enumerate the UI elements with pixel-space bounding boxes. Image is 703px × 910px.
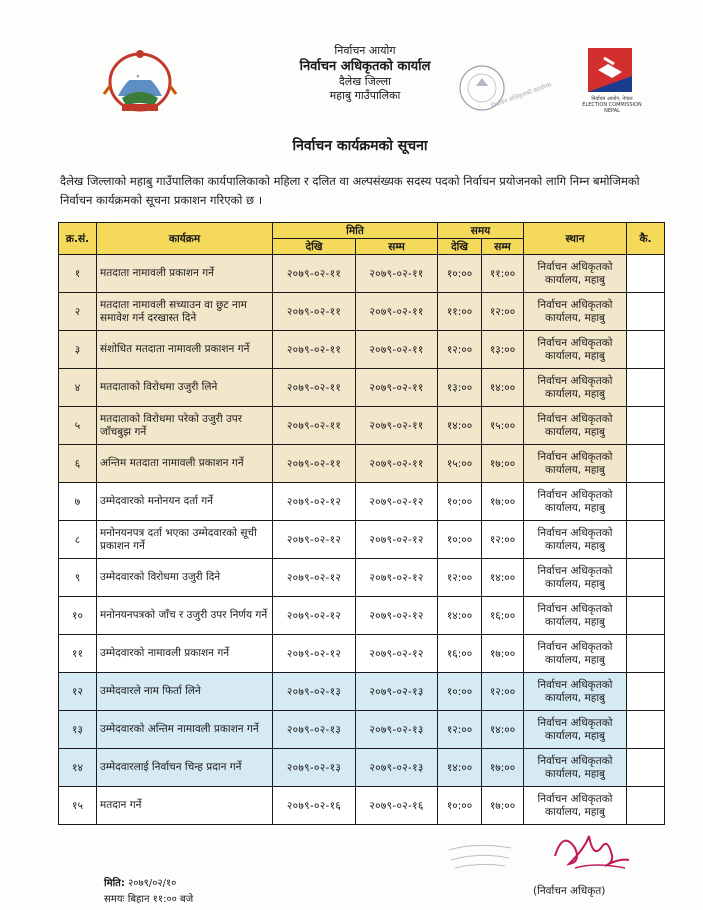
officer-stamp-icon [445, 840, 515, 872]
row-remarks [627, 255, 665, 293]
office-header [250, 44, 480, 103]
row-date-from: २०७९-०२-१३ [273, 749, 356, 787]
row-date-from: २०७९-०२-११ [273, 407, 356, 445]
row-place: निर्वाचन अधिकृतको कार्यालय, महाबु [524, 331, 627, 369]
row-date-to: २०७९-०२-१३ [356, 711, 438, 749]
row-date-to: २०७९-०२-१३ [356, 673, 438, 711]
intro-paragraph: दैलेख जिल्लाको महाबु गाउँपालिका कार्यपालिकाको महिला र दलित वा अल्पसंख्यक सदस्य पदको निर्वाचन प्रयोजनको लागि निम्न बमोजिमको निर्वाचन कार्यक्रमको सूचना प्रकाशन गरिएको छ । [60, 174, 640, 207]
row-time-from: १२:०० [438, 559, 482, 597]
table-row [59, 559, 665, 597]
row-time-from: १०:०० [438, 521, 482, 559]
row-date-from: २०७९-०२-१२ [273, 597, 356, 635]
footer-date-label: मिति: [104, 878, 125, 889]
table-row [59, 521, 665, 559]
row-date-to: २०७९-०२-११ [356, 255, 438, 293]
row-sn: १० [59, 597, 97, 635]
row-remarks [627, 635, 665, 673]
row-program: मतदाताको विरोधमा उजुरी लिने [97, 369, 273, 407]
row-remarks [627, 445, 665, 483]
row-remarks [627, 711, 665, 749]
row-place: निर्वाचन अधिकृतको कार्यालय, महाबु [524, 559, 627, 597]
row-time-to: १२:०० [482, 673, 524, 711]
row-sn: ५ [59, 407, 97, 445]
row-program: संशोधित मतदाता नामावली प्रकाशन गर्ने [97, 331, 273, 369]
row-time-from: १२:०० [438, 331, 482, 369]
row-place: निर्वाचन अधिकृतको कार्यालय, महाबु [524, 787, 627, 825]
signature-icon [545, 818, 635, 878]
row-place: निर्वाचन अधिकृतको कार्यालय, महाबु [524, 635, 627, 673]
row-date-from: २०७९-०२-१३ [273, 673, 356, 711]
row-place: निर्वाचन अधिकृतको कार्यालय, महाबु [524, 483, 627, 521]
row-time-to: १७:०० [482, 635, 524, 673]
row-remarks [627, 597, 665, 635]
header-place: स्थान [524, 223, 627, 255]
row-time-from: १४:०० [438, 597, 482, 635]
footer-time-label: समयः [104, 894, 125, 905]
row-date-from: २०७९-०२-११ [273, 445, 356, 483]
row-date-from: २०७९-०२-१६ [273, 787, 356, 825]
row-place: निर्वाचन अधिकृतको कार्यालय, महाबु [524, 293, 627, 331]
row-place: निर्वाचन अधिकृतको कार्यालय, महाबु [524, 407, 627, 445]
row-program: मतदाता नामावली प्रकाशन गर्ने [97, 255, 273, 293]
stamp-text: निर्वाचन अधिकृतको कार्यालय [490, 81, 553, 110]
row-program: उम्मेदवारको मनोनयन दर्ता गर्ने [97, 483, 273, 521]
row-sn: १४ [59, 749, 97, 787]
row-program: उम्मेदवारलाई निर्वाचन चिन्ह प्रदान गर्ने [97, 749, 273, 787]
office-name: निर्वाचन अधिकृतको कार्याल [299, 59, 431, 74]
row-date-from: २०७९-०२-११ [273, 369, 356, 407]
table-row [59, 445, 665, 483]
table-row [59, 331, 665, 369]
header-time: समय [438, 223, 524, 239]
header-date-to: सम्म [356, 239, 438, 255]
row-remarks [627, 483, 665, 521]
row-date-from: २०७९-०२-१२ [273, 559, 356, 597]
row-time-to: १७:०० [482, 787, 524, 825]
row-sn: १२ [59, 673, 97, 711]
header-sn: क्र.सं. [59, 223, 97, 255]
row-sn: १३ [59, 711, 97, 749]
row-remarks [627, 331, 665, 369]
row-date-from: २०७९-०२-१३ [273, 711, 356, 749]
row-place: निर्वाचन अधिकृतको कार्यालय, महाबु [524, 597, 627, 635]
row-place: निर्वाचन अधिकृतको कार्यालय, महाबु [524, 255, 627, 293]
table-row [59, 369, 665, 407]
row-date-to: २०७९-०२-१६ [356, 787, 438, 825]
row-date-to: २०७९-०२-१२ [356, 483, 438, 521]
row-time-from: १४:०० [438, 407, 482, 445]
row-time-from: १०:०० [438, 787, 482, 825]
row-program: अन्तिम मतदाता नामावली प्रकाशन गर्ने [97, 445, 273, 483]
row-sn: ६ [59, 445, 97, 483]
row-sn: ४ [59, 369, 97, 407]
row-date-to: २०७९-०२-१२ [356, 521, 438, 559]
row-time-from: १०:०० [438, 483, 482, 521]
row-time-to: १३:०० [482, 331, 524, 369]
row-date-to: २०७९-०२-११ [356, 331, 438, 369]
row-date-to: २०७९-०२-१२ [356, 597, 438, 635]
row-place: निर्वाचन अधिकृतको कार्यालय, महाबु [524, 521, 627, 559]
row-time-to: १४:०० [482, 369, 524, 407]
row-time-to: १५:०० [482, 407, 524, 445]
row-time-from: १४:०० [438, 749, 482, 787]
notice-title: निर्वाचन कार्यक्रमको सूचना [292, 138, 428, 154]
row-date-to: २०७९-०२-११ [356, 407, 438, 445]
row-time-from: १६:०० [438, 635, 482, 673]
row-time-to: ११:०० [482, 255, 524, 293]
row-program: मतदान गर्ने [97, 787, 273, 825]
row-remarks [627, 749, 665, 787]
row-program: मतदाताको विरोधमा परेको उजुरी उपर जाँचबुझ गर्ने [97, 407, 273, 445]
row-sn: २ [59, 293, 97, 331]
row-remarks [627, 369, 665, 407]
table-row [59, 293, 665, 331]
table-row [59, 483, 665, 521]
table-row [59, 711, 665, 749]
row-date-from: २०७९-०२-११ [273, 255, 356, 293]
row-sn: ७ [59, 483, 97, 521]
row-sn: १ [59, 255, 97, 293]
row-time-to: १२:०० [482, 293, 524, 331]
row-remarks [627, 673, 665, 711]
row-remarks [627, 521, 665, 559]
row-place: निर्वाचन अधिकृतको कार्यालय, महाबु [524, 673, 627, 711]
footer-info [104, 876, 193, 908]
row-time-to: १७:०० [482, 483, 524, 521]
election-commission-logo-text: निर्वाचन आयोग, नेपाल ELECTION COMMISSION NEPAL [582, 96, 642, 114]
row-sn: ८ [59, 521, 97, 559]
table-row [59, 673, 665, 711]
row-date-to: २०७९-०२-११ [356, 293, 438, 331]
row-sn: ३ [59, 331, 97, 369]
row-program: मनोनयनपत्र दर्ता भएका उम्मेदवारको सूची प्रकाशन गर्ने [97, 521, 273, 559]
row-program: उम्मेदवारको अन्तिम नामावली प्रकाशन गर्ने [97, 711, 273, 749]
header-program: कार्यक्रम [97, 223, 273, 255]
district-name: दैलेख जिल्ला [338, 75, 392, 88]
header-date: मिति [273, 223, 438, 239]
signatory-label: (निर्वाचन अधिकृत) [533, 885, 606, 897]
row-time-to: १४:०० [482, 711, 524, 749]
row-remarks [627, 293, 665, 331]
row-date-from: २०७९-०२-१२ [273, 483, 356, 521]
row-sn: ९ [59, 559, 97, 597]
row-date-from: २०७९-०२-१२ [273, 521, 356, 559]
header-time-from: देखि [438, 239, 482, 255]
row-place: निर्वाचन अधिकृतको कार्यालय, महाबु [524, 369, 627, 407]
row-place: निर्वाचन अधिकृतको कार्यालय, महाबु [524, 711, 627, 749]
nepal-emblem-icon [100, 46, 180, 114]
row-place: निर्वाचन अधिकृतको कार्यालय, महाबु [524, 445, 627, 483]
row-sn: १५ [59, 787, 97, 825]
row-place: निर्वाचन अधिकृतको कार्यालय, महाबु [524, 749, 627, 787]
row-remarks [627, 407, 665, 445]
header-time-to: सम्म [482, 239, 524, 255]
row-time-from: १०:०० [438, 255, 482, 293]
footer-date-value: २०७९/०२/१० [128, 878, 177, 889]
office-stamp-icon [452, 58, 553, 130]
row-time-from: ११:०० [438, 293, 482, 331]
row-date-from: २०७९-०२-१२ [273, 635, 356, 673]
header-remarks: कै. [627, 223, 665, 255]
row-time-from: १२:०० [438, 711, 482, 749]
row-time-from: १०:०० [438, 673, 482, 711]
table-row [59, 255, 665, 293]
row-time-to: १२:०० [482, 521, 524, 559]
row-time-to: १६:०० [482, 597, 524, 635]
row-time-to: १४:०० [482, 559, 524, 597]
table-row [59, 635, 665, 673]
row-time-to: १७:०० [482, 749, 524, 787]
row-date-to: २०७९-०२-११ [356, 445, 438, 483]
commission-name: निर्वाचन आयोग [334, 44, 396, 57]
row-date-to: २०७९-०२-११ [356, 369, 438, 407]
row-time-to: १७:०० [482, 445, 524, 483]
table-row [59, 749, 665, 787]
row-time-from: १५:०० [438, 445, 482, 483]
row-time-from: १३:०० [438, 369, 482, 407]
row-program: मतदाता नामावली सच्याउन वा छुट नाम समावेश गर्न दरखास्त दिने [97, 293, 273, 331]
footer-time-value: बिहान ११:०० बजे [127, 894, 194, 905]
row-program: उम्मेदवारको विरोधमा उजुरी दिने [97, 559, 273, 597]
row-remarks [627, 559, 665, 597]
row-date-from: २०७९-०२-११ [273, 331, 356, 369]
row-sn: ११ [59, 635, 97, 673]
row-date-to: २०७९-०२-१३ [356, 749, 438, 787]
header-date-from: देखि [273, 239, 356, 255]
row-date-from: २०७९-०२-११ [273, 293, 356, 331]
table-row [59, 597, 665, 635]
row-program: उम्मेदवारको नामावली प्रकाशन गर्ने [97, 635, 273, 673]
table-row [59, 407, 665, 445]
row-date-to: २०७९-०२-१२ [356, 635, 438, 673]
schedule-table [58, 222, 665, 825]
municipality-name: महाबु गाउँपालिका [329, 89, 401, 102]
row-program: उम्मेदवारले नाम फिर्ता लिने [97, 673, 273, 711]
row-program: मनोनयनपत्रको जाँच र उजुरी उपर निर्णय गर्ने [97, 597, 273, 635]
row-date-to: २०७९-०२-१२ [356, 559, 438, 597]
